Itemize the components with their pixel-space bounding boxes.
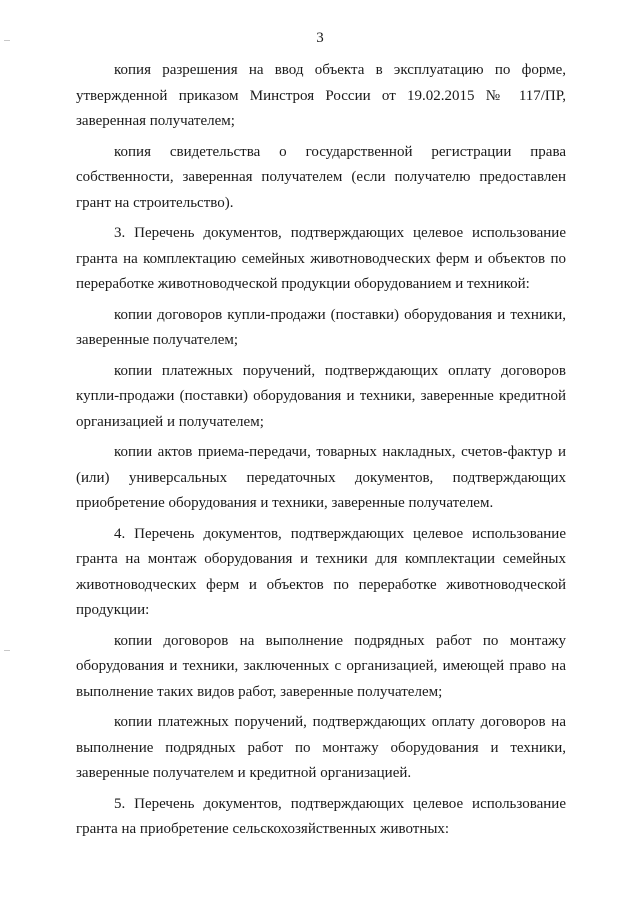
paragraph-line: организацией и получателем; (76, 413, 264, 430)
paragraph-line: заверенные получателем; (76, 332, 239, 348)
paragraph-line: грант на строительство). (76, 194, 234, 211)
paragraph-line: копии платежных поручений, подтверждающих оплату договоров (114, 362, 566, 379)
paragraph-line: купли-продажи (поставки) оборудования и техники, заверенные кредитной (76, 388, 566, 404)
paragraph-line: продукции: (76, 602, 150, 618)
paragraph-line: собственности, заверенная получателем (если получателю предоставлен (76, 169, 566, 185)
paragraph-line: утвержденной приказом Минстроя России от 19.02.2015 № 117/ПР, (76, 87, 566, 104)
paragraph-line: копии договоров на выполнение подрядных работ по монтажу (114, 632, 566, 649)
paragraph-line: копии платежных поручений, подтверждающих оплату договоров на (114, 714, 566, 730)
paragraph-line: копия разрешения на ввод объекта в эксплуатацию по форме, (114, 62, 566, 78)
paragraph-line: приобретение оборудования и техники, заверенные получателем. (76, 495, 494, 511)
paragraph-line: заверенная получателем; (76, 113, 235, 129)
paragraph-line: переработке животноводческой продукции оборудованием и техникой: (76, 276, 530, 292)
paragraph-line: гранта на монтаж оборудования и техники для комплектации семейных (76, 551, 566, 567)
paragraph-line: гранта на приобретение сельскохозяйственных животных: (76, 821, 450, 837)
paragraph-line: выполнение подрядных работ по монтажу оборудования и техники, (76, 739, 566, 756)
paragraph-line: копии актов приема-передачи, товарных накладных, счетов-фактур и (114, 444, 566, 460)
section-5-heading-line: 5. Перечень документов, подтверждающих целевое использование (114, 795, 566, 812)
document-body (76, 58, 566, 843)
paragraph-line: заверенные получателем и кредитной организацией. (76, 765, 412, 781)
paragraph-line: оборудования и техники, заключенных с организацией, имеющей право на (76, 658, 566, 674)
paragraph-line: животноводческих ферм и объектов по переработке животноводческой (76, 576, 566, 593)
page-number: 3 (316, 30, 324, 46)
paragraph-line: гранта на комплектацию семейных животноводческих ферм и объектов по (76, 250, 566, 267)
paragraph-line: копии договоров купли-продажи (поставки) оборудования и техники, (114, 306, 566, 323)
scan-margin-mark (4, 650, 10, 651)
paragraph-line: копия свидетельства о государственной регистрации права (114, 143, 566, 160)
paragraph-line: (или) универсальных передаточных документов, подтверждающих (76, 469, 566, 486)
section-4-heading-line: 4. Перечень документов, подтверждающих целевое использование (114, 525, 566, 542)
paragraph-line: выполнение таких видов работ, заверенные получателем; (76, 683, 443, 700)
section-3-heading-line: 3. Перечень документов, подтверждающих целевое использование (114, 225, 566, 241)
